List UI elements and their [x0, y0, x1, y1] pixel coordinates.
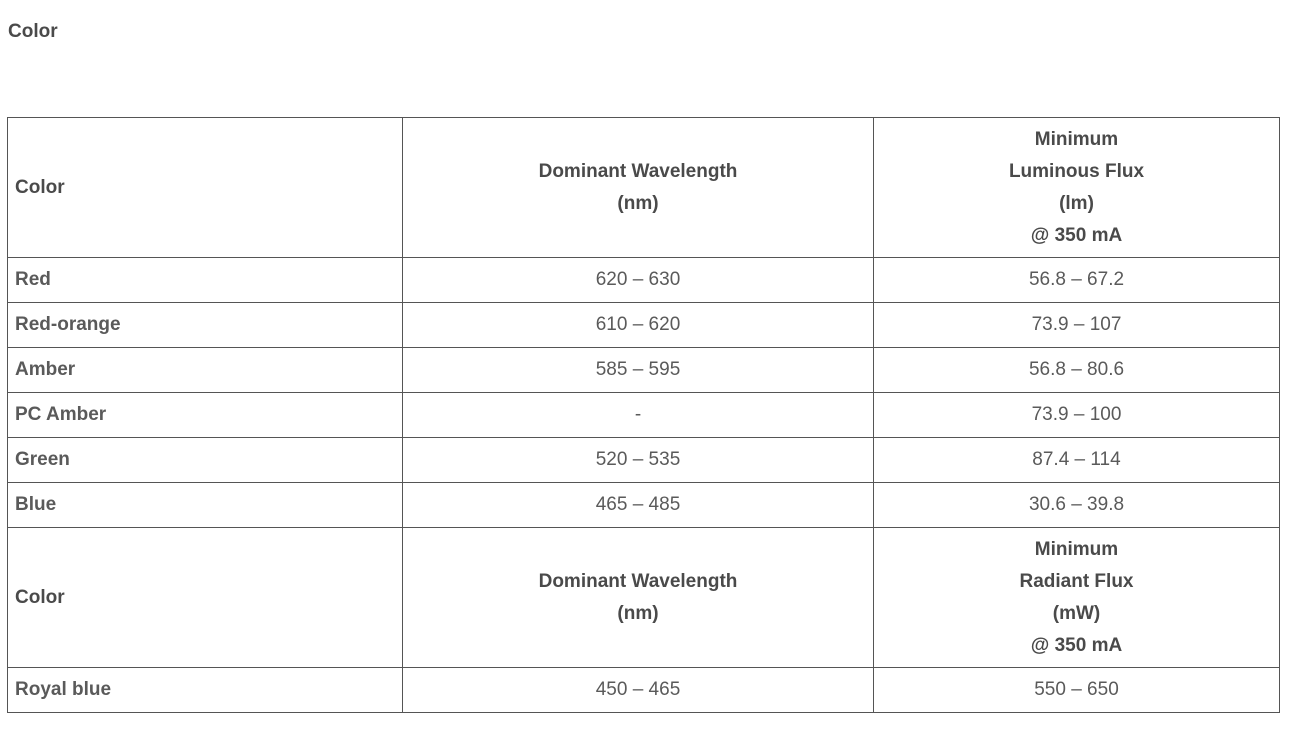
- header-flux-line: Minimum: [1034, 128, 1119, 150]
- header-wavelength-unit: (nm): [617, 192, 659, 214]
- header-color: Color: [8, 118, 403, 258]
- cell-wavelength: 585 – 595: [403, 348, 874, 393]
- cell-wavelength: 520 – 535: [403, 438, 874, 483]
- cell-flux: 56.8 – 80.6: [874, 348, 1280, 393]
- cell-wavelength: -: [403, 393, 874, 438]
- header-flux: [874, 528, 1280, 668]
- header-flux-unit: (mW): [1052, 602, 1101, 624]
- cell-wavelength: 610 – 620: [403, 303, 874, 348]
- header-wavelength-unit: (nm): [617, 602, 659, 624]
- header-wavelength-line: Dominant Wavelength: [538, 160, 738, 182]
- header-flux-current: @ 350 mA: [1030, 224, 1123, 246]
- header-flux: [874, 118, 1280, 258]
- cell-wavelength: 465 – 485: [403, 483, 874, 528]
- header-flux-line: Radiant Flux: [1019, 570, 1134, 592]
- header-wavelength: [403, 118, 874, 258]
- led-spec-table: [7, 117, 1280, 713]
- header-wavelength: [403, 528, 874, 668]
- cell-color: Red-orange: [8, 303, 403, 348]
- table-row: [8, 348, 1280, 393]
- table-row: [8, 393, 1280, 438]
- cell-wavelength: 450 – 465: [403, 668, 874, 713]
- header-flux-unit: (lm): [1059, 192, 1094, 214]
- cell-flux: 73.9 – 107: [874, 303, 1280, 348]
- table-row: [8, 483, 1280, 528]
- page-title: Color: [8, 21, 58, 42]
- cell-flux: 87.4 – 114: [874, 438, 1280, 483]
- table-row: [8, 303, 1280, 348]
- table-row: [8, 438, 1280, 483]
- cell-wavelength: 620 – 630: [403, 258, 874, 303]
- header-flux-current: @ 350 mA: [1030, 634, 1123, 656]
- table-header-row: [8, 528, 1280, 668]
- header-flux-line: Luminous Flux: [1008, 160, 1145, 182]
- table-row: [8, 258, 1280, 303]
- header-flux-line: Minimum: [1034, 538, 1119, 560]
- cell-color: Red: [8, 258, 403, 303]
- cell-flux: 73.9 – 100: [874, 393, 1280, 438]
- cell-color: Royal blue: [8, 668, 403, 713]
- cell-flux: 550 – 650: [874, 668, 1280, 713]
- cell-flux: 30.6 – 39.8: [874, 483, 1280, 528]
- cell-flux: 56.8 – 67.2: [874, 258, 1280, 303]
- cell-color: Blue: [8, 483, 403, 528]
- header-color: Color: [8, 528, 403, 668]
- table-header-row: [8, 118, 1280, 258]
- table-row: [8, 668, 1280, 713]
- cell-color: Amber: [8, 348, 403, 393]
- header-wavelength-line: Dominant Wavelength: [538, 570, 738, 592]
- cell-color: Green: [8, 438, 403, 483]
- cell-color: PC Amber: [8, 393, 403, 438]
